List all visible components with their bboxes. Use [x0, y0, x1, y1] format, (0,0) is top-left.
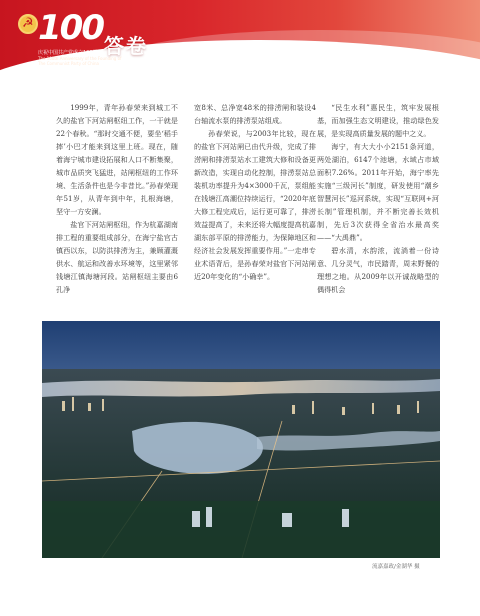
paragraph: 海宁，有大大小小2151条河道，两处湖泊，6147个池塘，水域占市域面积7.26%。2011年开始，海宁率先实施“三级河长”制度，研发使用“潮乡智慧河长”巡河系统，实现“互联网+河长制”管理机制，并不断完善长效机制，先后3次获得全省治水最高奖——“大禹鼎”。 [317, 142, 439, 242]
paragraph: 1999年，青年孙春荣来到城工不久的盐官下河站闸枢纽工作，一干就是22个春秋。“那时交通不便，要坐‘稻手摔’小巴才能来到这里上班。现在，随着海宁城市建设拓展和人口不断集聚，城市品质突飞猛进，站闸枢纽的工作环境、生活条件也是今非昔比。”孙春荣现年51岁，从青年到中年，扎根海塘，坚守一方安澜。 [56, 103, 178, 216]
centenary-logo-number: 100 [38, 8, 103, 48]
aerial-city-illustration [42, 321, 440, 558]
article-column-3 [317, 101, 439, 296]
aerial-city-photo [42, 321, 440, 558]
paragraph: “民生水利”惠民生，筑牢发展根基，而加强生态文明建设，推动绿色发展，是实现高质量发展的题中之义。 [317, 103, 439, 138]
paragraph: 碧水清，水韵浓，流淌着一份诗意、几分灵气，市民踏青，周末野餐的理想之地。从2009年以开诚战略型的偶得机会 [317, 246, 439, 294]
header-banner [0, 0, 480, 78]
article-column-2 [194, 101, 316, 283]
trees [42, 501, 440, 558]
article-column-1 [56, 101, 178, 296]
paragraph: 盐官下河站闸枢纽，作为杭嘉湖南排工程的重要组成部分，在海宁盐官古镇西以东，以防洪排涝为主，兼顾灌溉供水、航运和改善水环境等，这里紧邻钱塘江镇海塘河段。站闸枢纽主要由6孔净 [56, 220, 178, 294]
logo-subtitle-en: The 100th Anniversary of the Founding of The Communist Party of China [38, 56, 122, 66]
paragraph-continued: 宽8米、总净宽48米的排涝闸和装设4台轴流水泵的排涝泵站组成。 [194, 103, 316, 125]
photo-credit: 流嘉嘉政/金湖华 摄 [372, 564, 420, 570]
paragraph: 孙春荣说，与2003年比较，现在的盐官下河站闸已由代升级，完成了排涝闸和排涝泵站水工建筑大修和设备更新改造，实现自动化控制，排涝泵站总装机功率提升为4×3000千瓦，泵组能在钱塘江高潮位持续运行，“2020年底大修工程完成后，运行更可靠了，排涝效益提高了，未来还将大幅度提高杭嘉湖东部平原的排涝能力，为保障地区和经济社会发展发挥重要作用。”一走串专业术语背后，是孙春荣对盐官下河站闸近20年变化的“小确幸”。 [194, 129, 316, 281]
party-emblem-icon [18, 14, 38, 34]
section-title: 答卷 [104, 34, 148, 58]
logo-subtitle-cn: 庆祝中国共产党成立100周年 [38, 50, 103, 56]
